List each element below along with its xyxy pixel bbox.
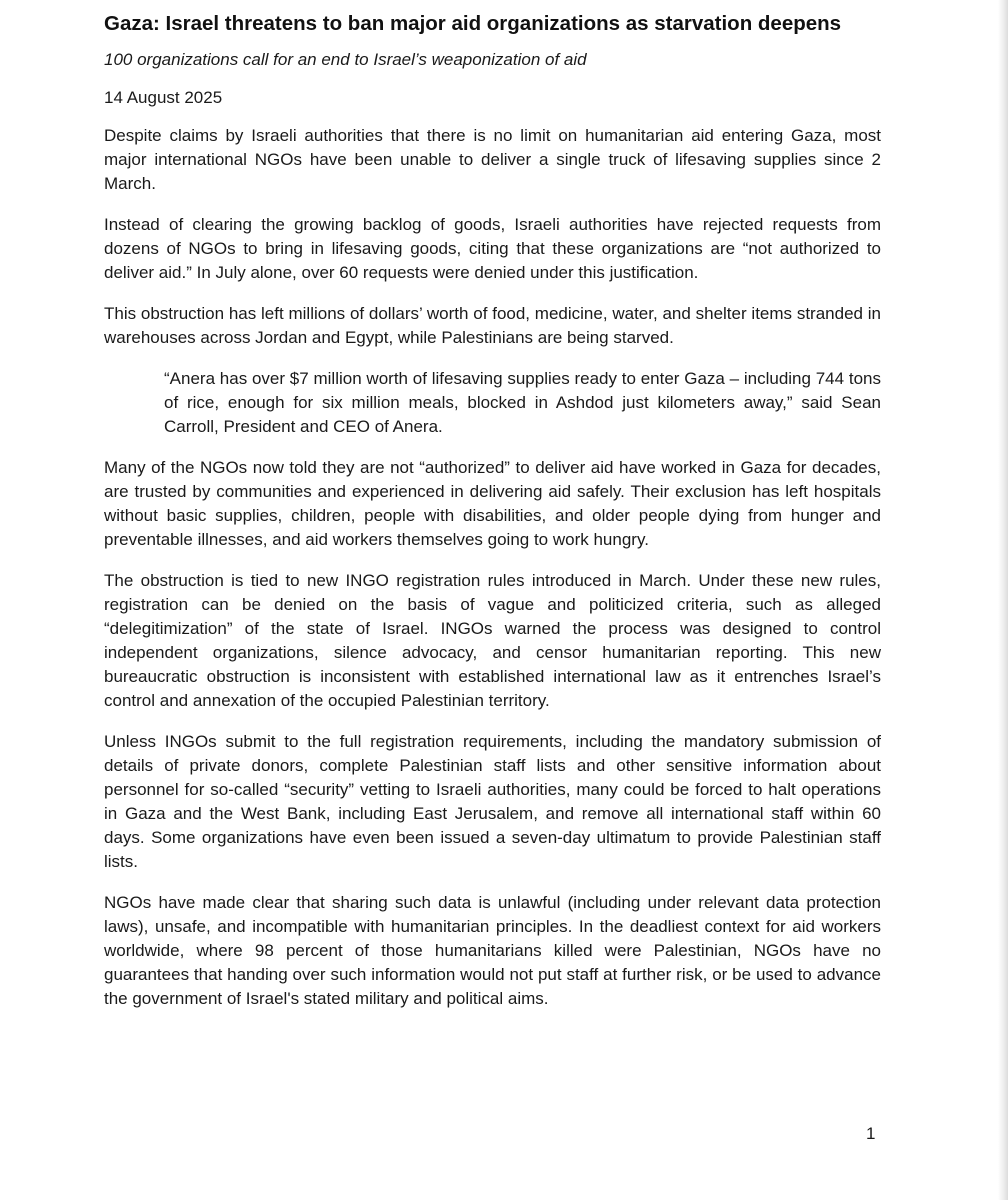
- document-date: 14 August 2025: [104, 88, 223, 107]
- document-title: Gaza: Israel threatens to ban major aid organizations as starvation deepens: [104, 12, 842, 35]
- paragraph-stranded-supplies: This obstruction has left millions of dollars’ worth of food, medicine, water, and shelter items stranded in warehouses across Jordan and Egypt, while Palestinians are being starved.: [104, 304, 881, 347]
- paragraph-registration-rules: The obstruction is tied to new INGO registration rules introduced in March. Under these new rules, registration can be denied on the basis of vague and politicized criteria, such as alleged “delegitimization” of the state of Israel. INGOs warned the process was designed to control independent organizations, silence advocacy, and censor humanitarian reporting. This new bureaucratic obstruction is inconsistent with established international law as it entrenches Israel’s control and annexation of the occupied Palestinian territory.: [104, 571, 881, 710]
- page-number: 1: [866, 1124, 876, 1143]
- paragraph-data-sharing: NGOs have made clear that sharing such data is unlawful (including under relevant data protection laws), unsafe, and incompatible with humanitarian principles. In the deadliest context for aid workers worldwide, where 98 percent of those humanitarians killed were Palestinian, NGOs have no guarantees that handing over such information would not put staff at further risk, or be used to advance the government of Israel's stated military and political aims.: [104, 893, 881, 1008]
- paragraph-registration-requirements: Unless INGOs submit to the full registration requirements, including the mandatory submission of details of private donors, complete Palestinian staff lists and other sensitive information about personnel for so-called “security” vetting to Israeli authorities, many could be forced to halt operations in Gaza and the West Bank, including East Jerusalem, and remove all international staff within 60 days. Some organizations have even been issued a seven-day ultimatum to provide Palestinian staff lists.: [104, 732, 881, 871]
- paragraph-ngo-exclusion: Many of the NGOs now told they are not “authorized” to deliver aid have worked in Gaza for decades, are trusted by communities and experienced in delivering aid safely. Their exclusion has left hospitals without basic supplies, children, people with disabilities, and older people dying from hunger and preventable illnesses, and aid workers themselves going to work hungry.: [104, 458, 881, 549]
- anera-quote: “Anera has over $7 million worth of lifesaving supplies ready to enter Gaza – including 744 tons of rice, enough for six million meals, blocked in Ashdod just kilometers away,” said Sean Carroll, President and CEO of Anera.: [164, 369, 881, 436]
- document-subtitle: 100 organizations call for an end to Israel’s weaponization of aid: [104, 50, 587, 69]
- paragraph-aid-claims: Despite claims by Israeli authorities that there is no limit on humanitarian aid entering Gaza, most major international NGOs have been unable to deliver a single truck of lifesaving supplies since 2 March.: [104, 126, 881, 193]
- paragraph-rejected-requests: Instead of clearing the growing backlog of goods, Israeli authorities have rejected requests from dozens of NGOs to bring in lifesaving goods, citing that these organizations are “not authorized to deliver aid.” In July alone, over 60 requests were denied under this justification.: [104, 215, 881, 282]
- page-edge-shadow: [998, 0, 1008, 1200]
- document-body: [104, 10, 881, 1028]
